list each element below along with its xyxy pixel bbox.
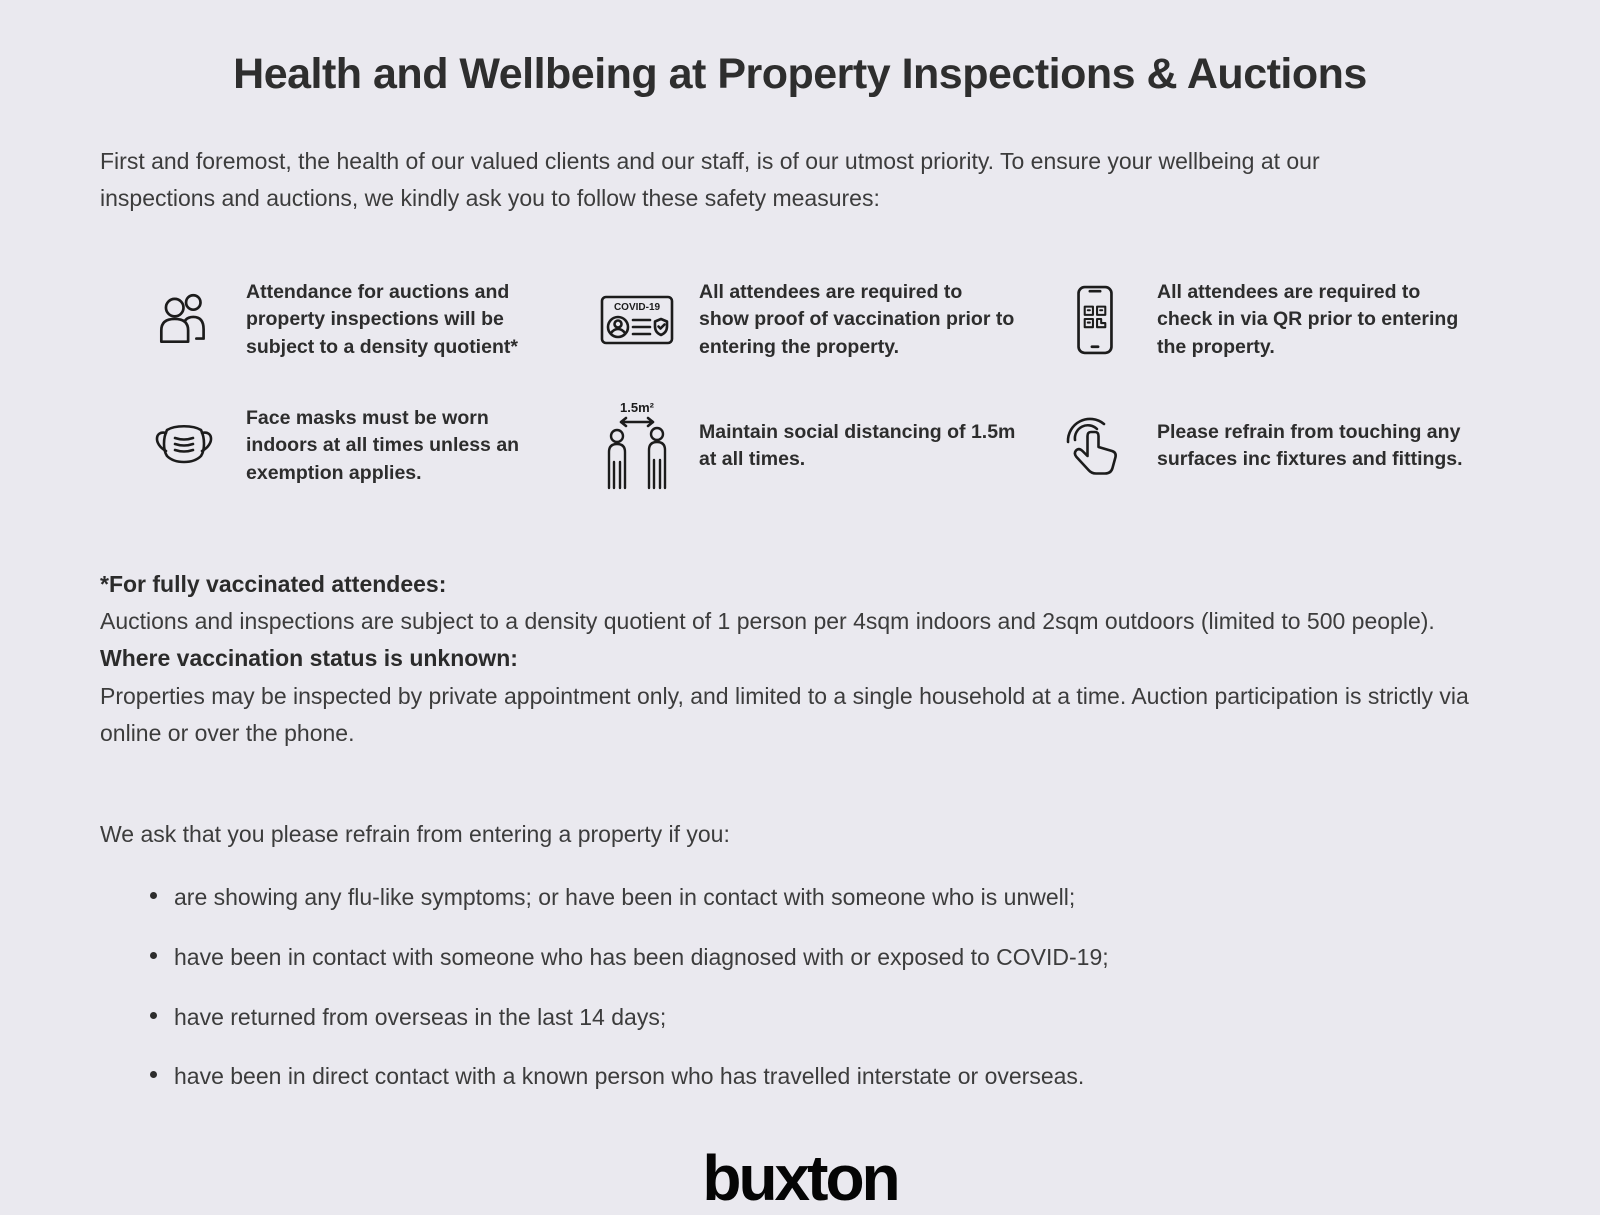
measure-text: Maintain social distancing of 1.5m at all times. xyxy=(699,420,1016,470)
measure-qr-check-in xyxy=(1053,274,1493,366)
measure-text: All attendees are required to show proof of vaccination prior to entering the property. xyxy=(699,281,1015,358)
svg-text:1.5m²: 1.5m² xyxy=(620,399,654,415)
list-item: are showing any flu-like symptoms; or have been in contact with someone who is unwell; xyxy=(150,879,1500,916)
measure-text: Please refrain from touching any surfaces inc fixtures and fittings. xyxy=(1157,420,1463,470)
vaccination-policy-section xyxy=(100,566,1500,752)
safety-measures-grid xyxy=(142,274,1500,492)
refrain-list xyxy=(100,879,1500,1095)
svg-text:COVID-19: COVID-19 xyxy=(613,301,661,313)
measure-face-masks xyxy=(142,400,587,492)
measure-social-distancing xyxy=(595,400,1045,492)
social-distance-icon xyxy=(595,400,679,492)
vaccinated-body: Auctions and inspections are subject to a density quotient of 1 person per 4sqm indoors and 2sqm outdoors (limited to 500 people). xyxy=(100,608,1435,635)
intro-paragraph: First and foremost, the health of our valued clients and our staff, is of our utmost priority. To ensure your wellbeing at our inspections and auctions, we kindly ask you to follow these safety measures: xyxy=(100,148,1320,212)
vaccinated-heading: *For fully vaccinated attendees: xyxy=(100,570,447,597)
unknown-status-heading: Where vaccination status is unknown: xyxy=(100,645,518,672)
measure-density-quotient xyxy=(142,274,587,366)
measure-text: Attendance for auctions and property inspections will be subject to a density quotient* xyxy=(246,281,518,358)
page-title: Health and Wellbeing at Property Inspections & Auctions xyxy=(233,50,1367,98)
phone-qr-icon xyxy=(1053,274,1137,366)
refrain-section xyxy=(100,816,1500,1095)
measure-proof-of-vaccination xyxy=(595,274,1045,366)
measure-text: All attendees are required to check in via QR prior to entering the property. xyxy=(1157,281,1459,358)
list-item: have been in direct contact with a known person who has travelled interstate or overseas. xyxy=(150,1058,1500,1095)
buxton-logo: buxton xyxy=(702,1142,898,1215)
touch-icon xyxy=(1053,400,1137,492)
covid-certificate-icon xyxy=(595,274,679,366)
unknown-status-body: Properties may be inspected by private appointment only, and limited to a single household at a time. Auction participation is strictly via online or over the phone. xyxy=(100,682,1469,746)
measure-no-touching xyxy=(1053,400,1493,492)
list-item: have returned from overseas in the last 14 days; xyxy=(150,999,1500,1036)
refrain-intro: We ask that you please refrain from entering a property if you: xyxy=(100,821,730,848)
measure-text: Face masks must be worn indoors at all times unless an exemption applies. xyxy=(246,407,520,484)
list-item: have been in contact with someone who has been diagnosed with or exposed to COVID-19; xyxy=(150,939,1500,976)
face-mask-icon xyxy=(142,400,226,492)
people-icon xyxy=(142,274,226,366)
